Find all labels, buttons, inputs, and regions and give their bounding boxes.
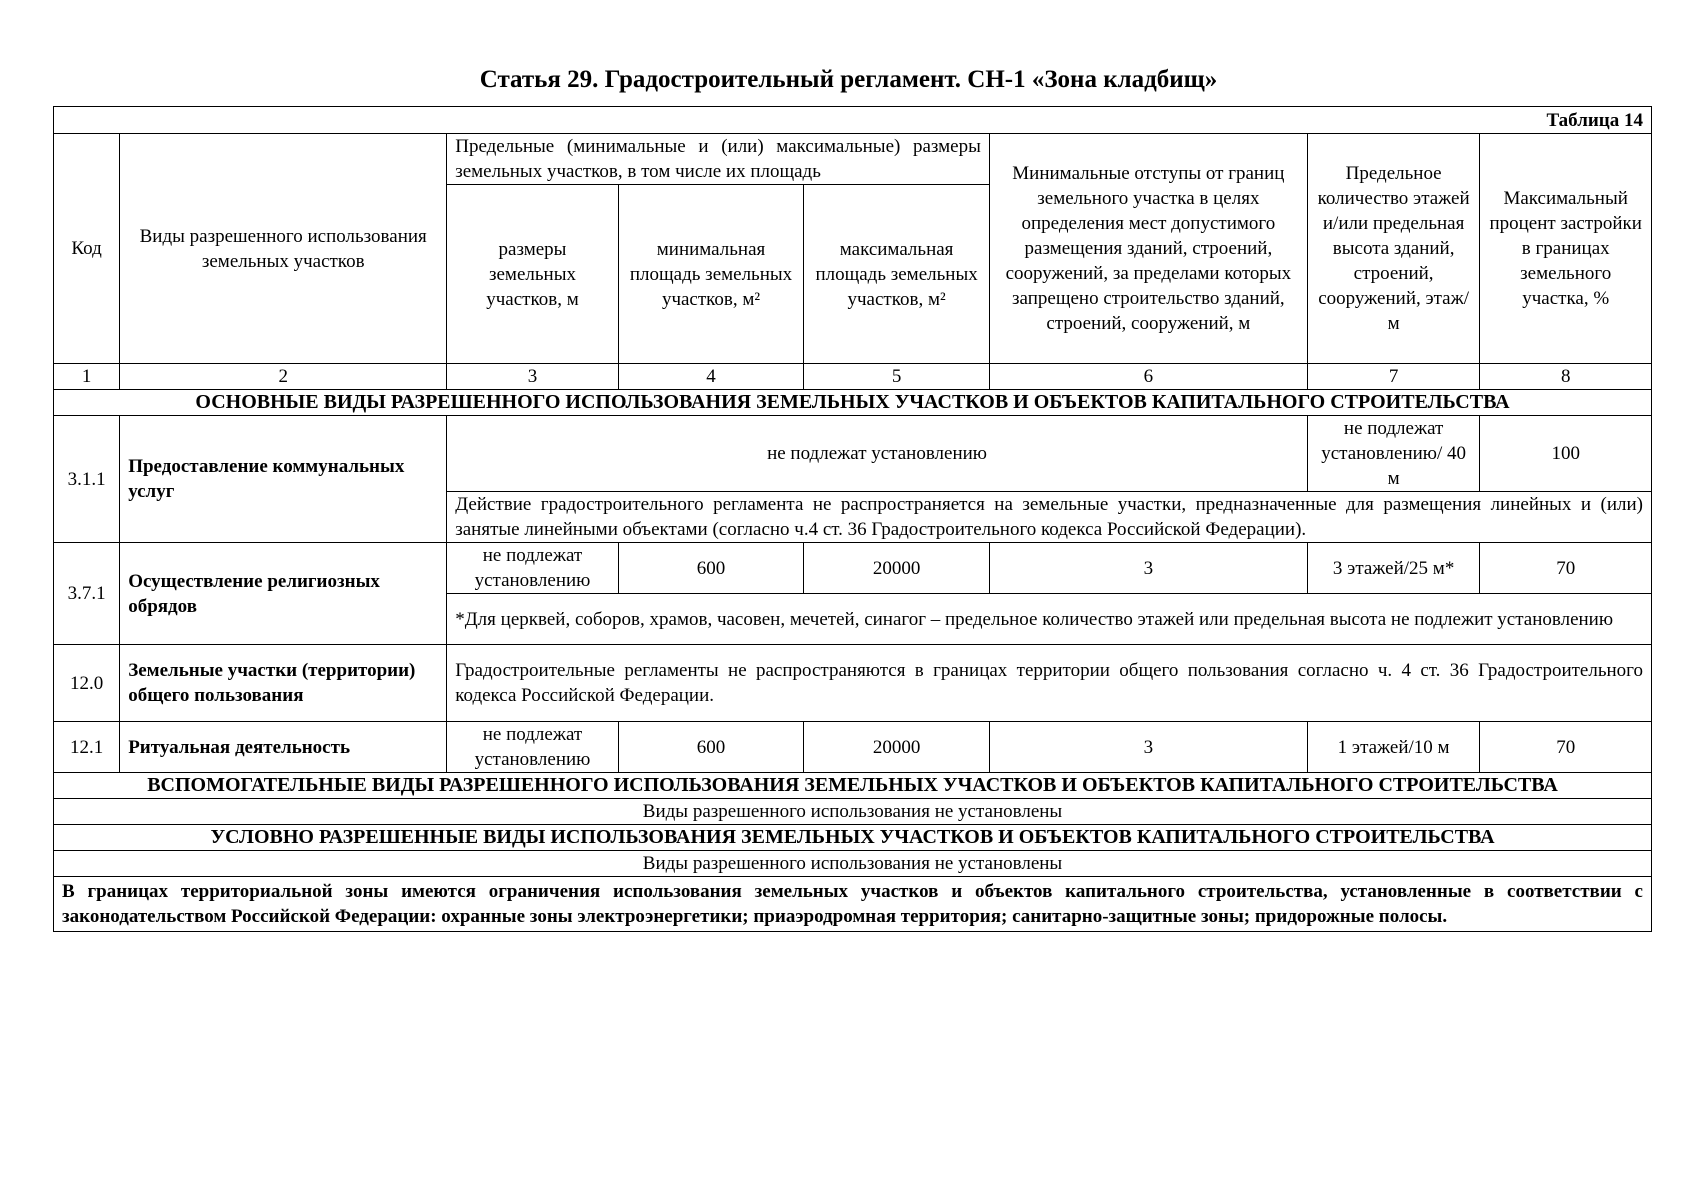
column-number: 7	[1307, 364, 1480, 390]
column-number: 6	[989, 364, 1307, 390]
row-coverage: 100	[1480, 416, 1652, 492]
row-limits: не подлежат установлению	[447, 416, 1308, 492]
header-limits-group: Предельные (минимальные и (или) максимальные) размеры земельных участков, в том числе их площадь	[447, 134, 990, 185]
row-max-area: 20000	[804, 722, 990, 773]
row-use-name: Ритуальная деятельность	[120, 722, 447, 773]
section-conditional-uses: УСЛОВНО РАЗРЕШЕННЫЕ ВИДЫ ИСПОЛЬЗОВАНИЯ ЗЕМЕЛЬНЫХ УЧАСТКОВ И ОБЪЕКТОВ КАПИТАЛЬНОГО СТРОИТЕЛЬСТВА	[54, 825, 1652, 851]
row-note: *Для церквей, соборов, храмов, часовен, мечетей, синагог – предельное количество этажей или предельная высота не подлежит установлению	[447, 594, 1652, 645]
header-use-type: Виды разрешенного использования земельных участков	[120, 134, 447, 364]
row-use-name: Осуществление религиозных обрядов	[120, 543, 447, 645]
header-setbacks: Минимальные отступы от границ земельного участка в целях определения мест допустимого размещения зданий, строений, сооружений, за пределами которых запрещено строительство зданий, строений, сооружений, м	[989, 134, 1307, 364]
row-code: 12.0	[54, 645, 120, 722]
row-coverage: 70	[1480, 722, 1652, 773]
page-title: Статья 29. Градостроительный регламент. СН-1 «Зона кладбищ»	[479, 66, 1218, 93]
table-number: Таблица 14	[54, 107, 1652, 134]
row-setbacks: 3	[989, 543, 1307, 594]
section-auxiliary-uses: ВСПОМОГАТЕЛЬНЫЕ ВИДЫ РАЗРЕШЕННОГО ИСПОЛЬЗОВАНИЯ ЗЕМЕЛЬНЫХ УЧАСТКОВ И ОБЪЕКТОВ КАПИТАЛЬНОГО СТРОИТЕЛЬСТВА	[54, 773, 1652, 799]
conditional-uses-value: Виды разрешенного использования не установлены	[54, 851, 1652, 877]
column-number: 1	[54, 364, 120, 390]
row-sizes: не подлежат установлению	[447, 722, 619, 773]
auxiliary-uses-value: Виды разрешенного использования не установлены	[54, 799, 1652, 825]
header-min-area: минимальная площадь земельных участков, м²	[618, 185, 804, 364]
row-note: Действие градостроительного регламента не распространяется на земельные участки, предназначенные для размещения линейных и (или) занятые линейными объектами (согласно ч.4 ст. 36 Градостроительного кодекса Российской Федерации).	[447, 492, 1652, 543]
row-use-name: Предоставление коммунальных услуг	[120, 416, 447, 543]
column-number: 2	[120, 364, 447, 390]
row-min-area: 600	[618, 543, 804, 594]
row-use-name: Земельные участки (территории) общего пользования	[120, 645, 447, 722]
section-main-uses: ОСНОВНЫЕ ВИДЫ РАЗРЕШЕННОГО ИСПОЛЬЗОВАНИЯ ЗЕМЕЛЬНЫХ УЧАСТКОВ И ОБЪЕКТОВ КАПИТАЛЬНОГО СТРОИТЕЛЬСТВА	[54, 390, 1652, 416]
row-sizes: не подлежат установлению	[447, 543, 619, 594]
header-code: Код	[54, 134, 120, 364]
column-number: 8	[1480, 364, 1652, 390]
column-number: 3	[447, 364, 619, 390]
row-coverage: 70	[1480, 543, 1652, 594]
row-note: Градостроительные регламенты не распространяются в границах территории общего пользования согласно ч. 4 ст. 36 Градостроительного кодекса Российской Федерации.	[447, 645, 1652, 722]
header-max-area: максимальная площадь земельных участков, м²	[804, 185, 990, 364]
row-code: 3.7.1	[54, 543, 120, 645]
row-code: 12.1	[54, 722, 120, 773]
row-floors: 1 этажей/10 м	[1307, 722, 1480, 773]
regulation-table	[53, 106, 1652, 932]
column-number: 4	[618, 364, 804, 390]
row-setbacks: 3	[989, 722, 1307, 773]
row-max-area: 20000	[804, 543, 990, 594]
header-sizes: размеры земельных участков, м	[447, 185, 619, 364]
column-number: 5	[804, 364, 990, 390]
row-min-area: 600	[618, 722, 804, 773]
footer-note: В границах территориальной зоны имеются ограничения использования земельных участков и объектов капитального строительства, установленные в соответствии с законодательством Российской Федерации: охранные зоны электроэнергетики; приаэродромная территория; санитарно-защитные зоны; придорожные полосы.	[54, 877, 1652, 932]
header-coverage: Максимальный процент застройки в границах земельного участка, %	[1480, 134, 1652, 364]
row-code: 3.1.1	[54, 416, 120, 543]
row-floors: 3 этажей/25 м*	[1307, 543, 1480, 594]
row-floors: не подлежат установлению/ 40 м	[1307, 416, 1480, 492]
header-floors: Предельное количество этажей и/или предельная высота зданий, строений, сооружений, этаж/м	[1307, 134, 1480, 364]
